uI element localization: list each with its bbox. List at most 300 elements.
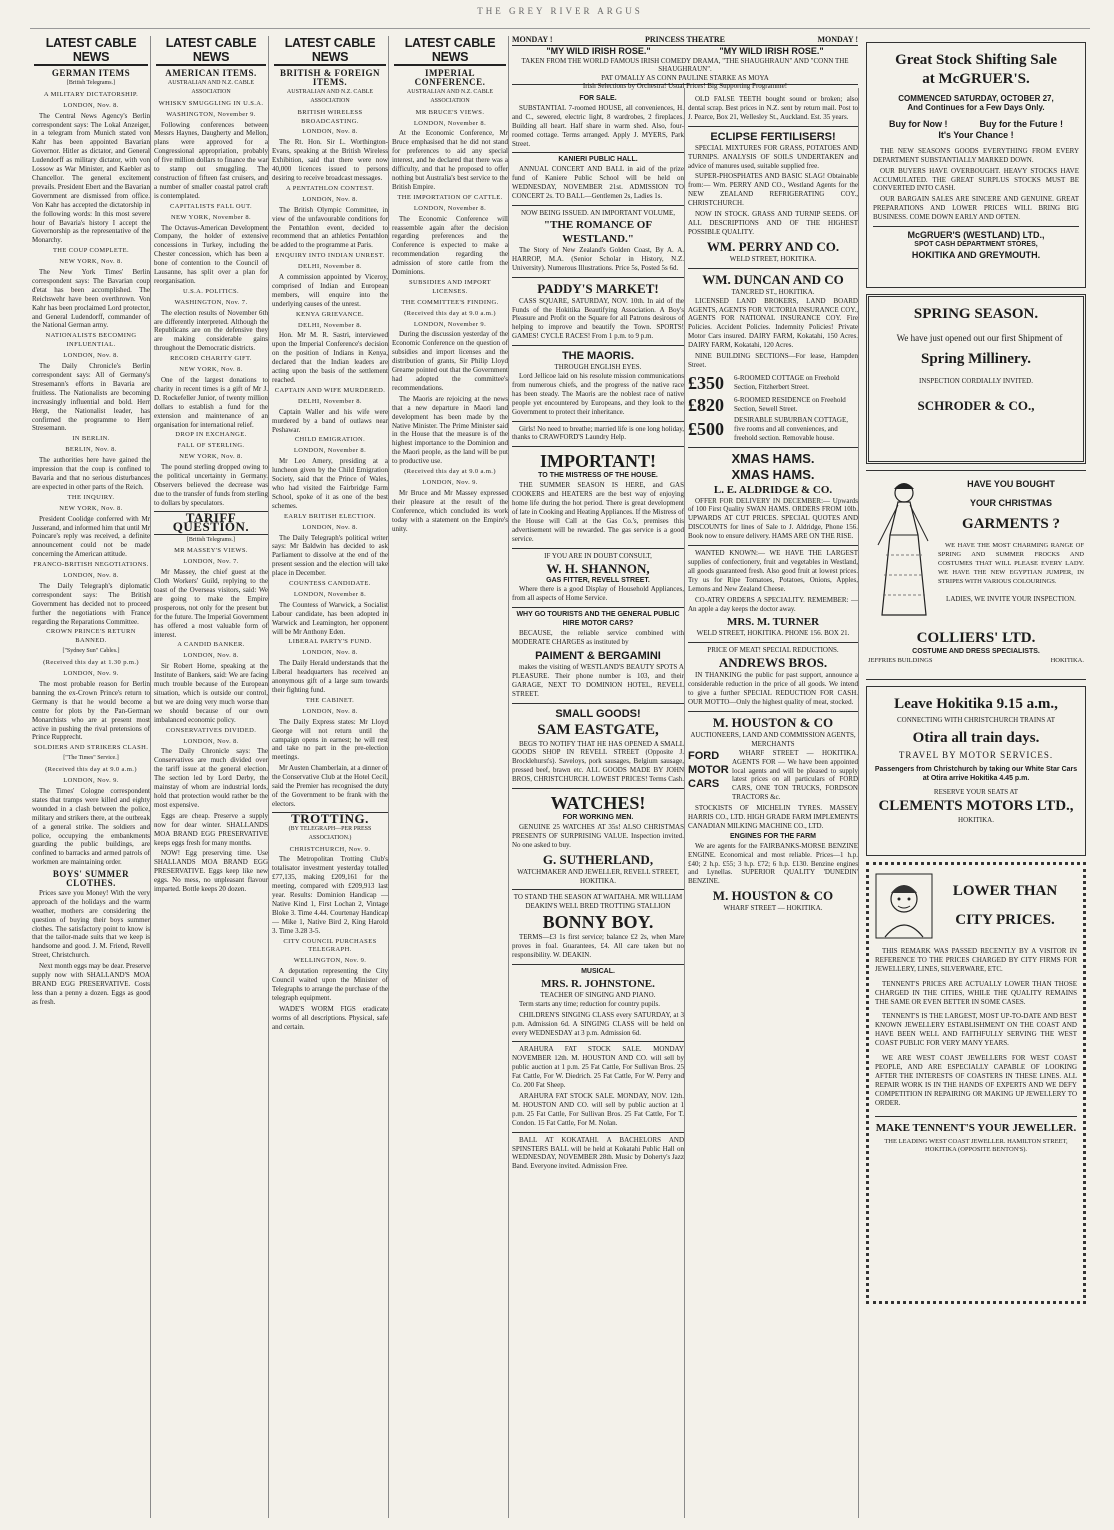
dateline: NEW YORK, Nov. 8. — [179, 366, 243, 374]
gas-cookers-ad — [512, 446, 684, 543]
credit-line: ["Sydney Sun" Cables.] — [62, 648, 120, 655]
ad-body: CASS SQUARE, SATURDAY, NOV. 10th. In aid of the Funds of the Hokitika Beautifying Association. A Boy's Pleasure and Profit on the Square for all Patrons desirous of helping to improve and beautify the Town. SPORTS! GAMES! CYCLE RACES! From 1 p.m. to 9 p.m. — [512, 296, 684, 341]
ad-title: FOR SALE. — [579, 95, 617, 102]
ad-body: THE SUMMER SEASON IS HERE, and GAS COOKERS and HEATERS are the best way of enjoying home life during the hot period. There is great development of late in Cooking and Heating Appliances. If the Mistress of the House will Call at the Gas Co.'s, premises this advertisement will be rewarded. The gas service is a good service. — [512, 481, 684, 543]
story-body: During the discussion yesterday of the Economic Conference on the question of subsidies and import licenses and the distribution of grants, Sir Philip Lloyd Greame pointed out that the Government had adopted the committee's recommendations. — [392, 330, 508, 392]
story-title: RECORD CHARITY GIFT. — [170, 355, 252, 363]
story-title: CROWN PRINCE'S RETURN BANNED. — [46, 628, 136, 645]
romance-of-westland-ad — [512, 205, 684, 273]
column-local-ads-2 — [688, 88, 859, 1518]
credit-line: [British Telegrams.] — [66, 79, 116, 86]
story-subtitle: MR MASSEY'S VIEWS. — [174, 547, 248, 555]
article-title: THE MAORIS. — [561, 350, 635, 363]
music-teacher-ad — [512, 964, 684, 1037]
ad-body: CHILDREN'S SINGING CLASS every SATURDAY, at 3 p.m. Admission 6d. A SINGING CLASS will be held on every WEDNESDAY at 3 p.m. Admission 6d. — [512, 1010, 684, 1037]
mcgruer-sale-ad — [866, 42, 1086, 288]
story-body: Mr Austen Chamberlain, at a dinner of the Conservative Club at the Hotel Cecil, said the Premier has recognised the duty of the Government to be frank with the electors. — [272, 764, 388, 808]
ad-firm: ANDREWS BROS. — [718, 655, 828, 671]
houston-auctioneers-ad — [688, 711, 858, 913]
price-figure: £350 — [688, 372, 724, 393]
ad-slogan: MAKE TENNENT'S YOUR JEWELLER. — [875, 1116, 1077, 1135]
laundry-ad — [512, 421, 684, 443]
ad-firm: SAM EASTGATE, — [537, 721, 659, 738]
ad-address: HOKITIKA. — [958, 815, 994, 824]
ad-firm: M. HOUSTON & CO — [712, 714, 834, 730]
dateline: LONDON, Nov. 8. — [302, 195, 358, 203]
ad-address-row — [868, 657, 1084, 666]
story-title: WHISKY SMUGGLING IN U.S.A. — [158, 99, 264, 107]
story-title: FRANCO-BRITISH NEGOTIATIONS. — [33, 561, 149, 569]
duncan-land-brokers-ad — [688, 268, 858, 443]
ad-body: THIS REMARK WAS PASSED RECENTLY BY A VISITOR IN REFERENCE TO THE PRICES CHARGED BY CITY FIRMS FOR JEWELLERY, LINES, SILVERWARE, ETC. — [875, 947, 1077, 973]
story-body: The Central News Agency's Berlin correspondent says: The Lokal Anzeiger, in a telegram from Munich stated von Kahr has been appointed Bavarian Governor. Hitler as dictator, and General Ludendorff as military dictator, with von Lossow as War Minister, and Kaebler as Chancellor. The general excitement prevails. President Ebert and the Bavarian Government are dismissed from office. Von Kahr has accepted the dictatorship in the following words: In this most severe hour of Bavaria's history I accept the Governorship as the representative of the Monarchy. — [32, 111, 150, 245]
ad-body: Term starts any time; reduction for country pupils. — [519, 999, 661, 1008]
ad-body: LICENSED LAND BROKERS, LAND BOARD AGENTS, AGENTS FOR VICTORIA INSURANCE COY., AGENTS FOR NATIONAL INSURANCE COY. Fire Policies. Accident Policies. Indemnity Policies! Private Motor Cars insured. DAIRY FARM, Kokatahi, 150 Acres. DAIRY FARM, Kokatahi, 120 Acres. — [688, 296, 858, 350]
ad-title: "THE ROMANCE OF WESTLAND." — [543, 218, 653, 245]
ford-word-1: FORD — [688, 749, 720, 762]
property-listing — [688, 372, 858, 394]
kokatahi-ball-ad — [512, 1132, 684, 1172]
theatre-name: PRINCESS THEATRE — [645, 35, 725, 44]
ad-body: NINE BUILDING SECTIONS—For lease, Hampden Street. — [688, 352, 858, 369]
ad-title: Otira all train days. — [912, 729, 1040, 746]
received-line: (Received this day at 9.0 a.m.) — [404, 309, 496, 317]
ad-firm: COLLIERS' LTD. — [916, 630, 1036, 646]
ad-firm: WM. PERRY AND CO. — [706, 238, 840, 254]
story-body: The Rt. Hon. Sir L. Worthington-Evans, speaking at the British Wireless Exhibition, said that there were now 40,000 licences issued to persons desiring to receive broadcast messages. — [272, 138, 388, 182]
dateline: LONDON, Nov. 8. — [183, 652, 239, 660]
story-body: The Times' Cologne correspondent states that tramps were killed and eighty wounded in a clash between the police, military and strikers there, at the outbreak of a general strike. The soldiers and police, occupying the embankments guarding the public buildings, are confined to barracks and armed patrols of workmen are maintaining order. — [32, 786, 150, 867]
eclipse-fertilisers-ad — [688, 126, 858, 264]
dateline: CHRISTCHURCH, Nov. 9. — [289, 845, 371, 853]
credit-line: AUSTRALIAN AND N.Z. CABLE ASSOCIATION — [167, 79, 255, 95]
ad-address: WELD STREET, HOKITIKA. PHONE 156. BOX 21. — [696, 629, 850, 638]
story-title: THE COUP COMPLETE. — [52, 247, 130, 255]
story-body: The pound sterling dropped owing to the political uncertainty in Germany. Observers believed the decrease was due to the transfer of funds from sterling to dollars by speculators. — [154, 463, 268, 507]
dateline: LONDON, Nov. 7. — [183, 558, 239, 566]
ad-subtitle: CONNECTING WITH CHRISTCHURCH TRAINS AT — [896, 716, 1056, 724]
ad-slogan: Buy for Now ! — [889, 118, 948, 129]
story-title: THE INQUIRY. — [67, 493, 115, 501]
ad-title: XMAS HAMS. — [731, 450, 815, 466]
ad-buy-row — [873, 119, 1079, 130]
dateline: LONDON, Nov. 9. — [422, 478, 478, 486]
ad-title: SMALL GOODS! — [555, 707, 641, 720]
story-body: Mr Massey, the chief guest at the Cloth Workers' Guild, replying to the toast of the Overseas visitors, said: We are going to make the Empire prosperous, not only for the present but for the future. The Imperial Government has offered a most valuable form of interest. — [154, 568, 268, 639]
dateline: LONDON, November 8. — [413, 119, 487, 127]
story-body: The Octavus-American Development Company, the holder of extensive concessions in Turkey, including the Chester concession, which has been a bone of contention to the Council of Lausanne, has split over a plan for reorganisation. — [154, 223, 268, 285]
ad-body: THE NEW SEASON'S GOODS EVERYTHING FROM EVERY DEPARTMENT SUBSTANTIALLY MARKED DOWN. — [873, 146, 1079, 164]
ad-title: ECLIPSE FERTILISERS! — [710, 130, 836, 143]
ad-firm: MRS. R. JOHNSTONE. — [541, 977, 655, 990]
story-title: BRITISH WIRELESS BROADCASTING. — [297, 108, 363, 125]
ad-subtitle: TEACHER OF SINGING AND PIANO. — [540, 990, 656, 999]
story-body: The Metropolitan Trotting Club's totalisator investment yesterday totalled £77,135, making £209,161 for the meeting, compared with £209,913 last year. Results: Dominion Handicap — Native Kind 1, First Lochan 2, Vintage Bloke 3. Time 4.44. Courtenay Handicap — Mike 1, Native Bird 2, King Harold 3. Time 3.28 3-5. — [272, 855, 388, 935]
lady-illustration-icon — [868, 475, 938, 625]
dateline: LONDON, Nov. 9. — [63, 670, 119, 678]
dateline: NEW YORK, Nov. 8. — [59, 504, 123, 512]
ad-body: TENNENT'S PRICES ARE ACTUALLY LOWER THAN THOSE CHARGED IN THE CITIES, WHILE THE QUALITY REMAINS THE SAME OR EVEN BETTER IN SOME CASES. — [875, 979, 1077, 1006]
column-german-items — [32, 36, 151, 1518]
ad-body: CO-ATRY ORDERS A SPECIALITY. REMEMBER: — An apple a day keeps the doctor away. — [688, 595, 858, 613]
xmas-hams-ad — [688, 447, 858, 542]
story-body: President Coolidge conferred with Mr Jusserand, and informed him that until Mr Poincare's reply was received, a definite announcement could not be made concerning the American attitude. — [32, 514, 151, 559]
credit-line: ["The Times" Service.] — [63, 755, 119, 762]
column-heading: LATEST CABLE NEWS — [156, 36, 266, 66]
ad-address: WELD STREET, HOKITIKA. — [729, 254, 817, 263]
ad-body: GENUINE 25 WATCHES AT 35s! ALSO CHRISTMAS PRESENTS OF SURPRISING VALUE. Inspection invited. No one asked to buy. — [512, 822, 684, 849]
ad-firm: McGRUER'S (WESTLAND) LTD., — [873, 226, 1079, 241]
dateline: LONDON, Nov. 8. — [63, 572, 119, 580]
ad-firm: SCHRODER & CO., — [917, 397, 1035, 413]
story-title: EARLY BRITISH ELECTION. — [284, 512, 376, 520]
price-figure: £500 — [688, 419, 724, 440]
ad-question: GARMENTS ? — [962, 516, 1060, 532]
masthead: THE GREY RIVER ARGUS — [30, 6, 1090, 29]
story-title: TROTTING. — [272, 812, 388, 824]
ad-title: MUSICAL. — [581, 968, 615, 975]
story-title: LIBERAL PARTY'S FUND. — [288, 638, 372, 646]
theatre-day-right: MONDAY ! — [817, 35, 858, 44]
ad-title: Great Stock Shifting Sale — [895, 52, 1057, 68]
ad-body: TERMS—£3 1s first service; balance £2 2s, when Mare proves in foal. Guarantees, £4. All care taken but no responsibility. W. DEAKIN. — [512, 933, 684, 960]
story-body: Mr Leo Amery, presiding at a luncheon given by the Child Emigration Society, said that the Prince of Wales, who had visited the Fairbridge Farm School, spoke of it as one of the best schemes. — [272, 457, 388, 510]
dateline: DELHI, November 8. — [298, 263, 362, 271]
column-american-items — [154, 36, 269, 1518]
ad-slogan: Buy for the Future ! — [979, 118, 1063, 129]
ad-body: WHARF STREET — HOKITIKA. AGENTS FOR — We have been appointed local agents and will be pleased to supply latest prices on all particulars of FORD CARS, ONE TON TRUCKS, FORDSON TRACTORS &c. — [732, 748, 858, 802]
ad-invite: LADIES, WE INVITE YOUR INSPECTION. — [946, 594, 1076, 603]
ad-slogan: It's Your Chance ! — [938, 129, 1014, 140]
theatre-day-left: MONDAY ! — [512, 35, 553, 44]
ad-title: IMPORTANT! — [539, 451, 657, 472]
story-title: NATIONALISTS BECOMING INFLUENTIAL. — [45, 332, 137, 349]
dateline: LONDON, November 9. — [413, 320, 487, 328]
dateline: LONDON, November 8. — [293, 447, 367, 455]
dateline: WELLINGTON, Nov. 9. — [293, 957, 367, 965]
received-line: (Received this day at 1.30 p.m.) — [43, 659, 139, 667]
kaniere-hall-ad — [512, 152, 684, 201]
ad-firm-sub: COSTUME AND DRESS SPECIALISTS. — [912, 648, 1040, 655]
dateline: LONDON, Nov. 8. — [302, 523, 358, 531]
film-footer: Irish Selections by Orchestra! Usual Prices! Big Supporting Programme! — [582, 82, 788, 90]
ad-body: OUR BARGAIN SALES ARE SINCERE AND GENUINE. GREAT PREPARATIONS AND LOWER PRICES WILL BRING BIG BUSINESS. COME DOWN EARLY AND OFTEN. — [873, 195, 1079, 222]
ad-body: WE HAVE THE MOST CHARMING RANGE OF SPRING AND SUMMER FROCKS AND COSTUMES THAT WILL PLEASE EVERY LADY. WE HAVE THE NEW EGYPTIAN JUMPER, IN STRIPES WITH VARIOUS COLOURINGS. — [938, 542, 1084, 585]
ford-label — [688, 749, 732, 791]
ad-body: The Story of New Zealand's Golden Coast, By A. A. HARROP, M.A. (Senior Scholar in History, N.Z. University). Numerous Illustrations. Price 5s, Posted 5s 6d. — [512, 245, 684, 272]
for-sale-ad — [512, 92, 684, 148]
story-title: MR BRUCE'S VIEWS. — [415, 108, 485, 116]
story-subtitle: FALL OF STERLING. — [177, 442, 245, 450]
ad-firm: PAIMENT & BERGAMINI — [535, 649, 661, 662]
schroder-millinery-ad — [866, 294, 1086, 464]
column-local-ads-1 — [512, 88, 685, 1518]
ad-firm: MRS. M. TURNER — [726, 616, 820, 629]
story-body: The New York Times' Berlin correspondent says: The Bavarian coup d'etat has been accomplished. The Reichswehr have been overthrown. Von Kahr has been proclaimed Lord protector, and General Ludendorff, commander of the National German army. — [32, 268, 150, 330]
column-subheading: BRITISH & FOREIGN ITEMS. — [279, 68, 381, 87]
story-title: U.S.A. POLITICS. — [182, 287, 240, 295]
ad-firm: CLEMENTS MOTORS LTD., — [878, 797, 1074, 814]
story-body: Hon. Mr M. R. Sastri, interviewed upon the Imperial Conference's decision on the position of Indians in Kenya, declared that the Indian leaders are acting upon the basis of the settlement reached. — [272, 331, 388, 384]
property-listing — [688, 416, 858, 443]
dateline: LONDON, Nov. 8. — [302, 649, 358, 657]
dateline: LONDON, Nov. 8. — [302, 707, 358, 715]
story-title: THE IMPORTATION OF CATTLE. — [397, 193, 503, 201]
story-body: The Daily Chronicle says: The Conservatives are much divided over the tariff issue at the general election. The section led by Lord Derby, the mainstay of whom are industrial lords, hold that protection would rather be the most expensive. — [154, 747, 268, 809]
ad-title: at McGRUER'S. — [922, 71, 1030, 87]
story-title: CITY COUNCIL PURCHASES TELEGRAPH. — [283, 937, 377, 954]
tennent-jeweller-ad — [866, 862, 1086, 1304]
ad-intro: PRICE OF MEAT! SPECIAL REDUCTIONS. — [707, 646, 839, 655]
ad-title: W. H. SHANNON, — [546, 560, 650, 576]
column-display-ads — [862, 36, 1090, 1518]
story-body: The Countess of Warwick, a Socialist Labour candidate, has been adopted in Warwick and Leamington, her opponent will be Mr Anthony Eden. — [272, 600, 388, 636]
story-body: The Daily Chronicle's Berlin correspondent says: All of Germany's Stresemann's efforts in Bavaria are fruitless. The Nationalists are becoming increasingly influential and bold. Herr Hergt, the Nationalist leader, has confirmed the programme to Herr Stresemann. — [32, 362, 150, 433]
story-body: Next month eggs may be dear. Preserve supply now with SHALLAND'S MOA BRAND EGG PRESERVATIVE. Costs less than a penny a dozen. Eggs as good as fresh. — [32, 962, 150, 1006]
ad-intro: NOW BEING ISSUED. AN IMPORTANT VOLUME, — [521, 208, 675, 217]
price-description: 6-ROOMED RESIDENCE on Freehold Section, Sewell Street. — [734, 395, 846, 413]
ad-item: Spring Millinery. — [920, 351, 1031, 367]
ad-intro: IF YOU ARE IN DOUBT CONSULT, — [544, 551, 652, 560]
credit-line: AUSTRALIAN AND N.Z. CABLE ASSOCIATION — [286, 88, 374, 104]
ad-body: BALL AT KOKATAHI. A BACHELORS AND SPINSTERS BALL will be held at Kokatahi Public Hall on WEDNESDAY, NOVEMBER 28th. Music by Doherty's Jazz Band. Everyone invited. Admission Free. — [512, 1135, 684, 1171]
ad-body: NOW IN STOCK. GRASS AND TURNIP SEEDS. OF ALL DESCRIPTIONS AND OF THE HIGHEST POSSIBLE QUALITY. — [688, 210, 858, 236]
story-body: WADE'S WORM FIGS eradicate worms of all descriptions. Physical, safe and certain. — [272, 1004, 388, 1031]
ad-title: WATCHES! — [550, 793, 646, 814]
story-body: Prices save you Money! With the very approach of the holidays and the warm weather, mothers are considering the question of buying their boys summer clothes. The satisfactory point to know is that the tailor-made suits that we keep is handsome and good. J. M. Friend, Revell Street, Christchurch. — [32, 888, 150, 960]
story-body: The Maoris are rejoicing at the news that a new departure in Maori land development has been made by the Native Minister. The Prime Minister said in the House that the measure is of the highest importance to the Dominion and the Maori people, as the land will be put to productive use. — [392, 394, 508, 466]
tennent-header — [875, 873, 1077, 939]
dateline: LONDON, Nov. 8. — [183, 737, 239, 745]
received-line: (Received this day at 9.0 a.m.) — [404, 468, 496, 476]
ad-body: OLD FALSE TEETH bought sound or broken; also dental scrap. Best prices in N.Z. sent by return mail. Post to J. Pearce, Box 21, Wellesley St., Auckland. Est. 35 years. — [688, 95, 858, 121]
story-body: Eggs are cheap. Preserve a supply now for dear winter. SHALLANDS MOA BRAND EGG PRESERVATIVE keeps eggs fresh for many months. — [154, 811, 268, 847]
column-british-foreign-items — [272, 36, 389, 1518]
ad-title: BONNY BOY. — [542, 912, 654, 933]
story-title: THE CABINET. — [305, 696, 355, 704]
ad-slogan: TRAVEL BY MOTOR SERVICES. — [898, 749, 1054, 760]
dateline: BERLIN, Nov. 8. — [65, 446, 117, 454]
ad-firm-sub: SPOT CASH DEPARTMENT STORES, — [914, 241, 1038, 249]
ad-subtitle: FOR WORKING MEN. — [562, 814, 634, 822]
dateline: DELHI, November 8. — [298, 321, 362, 329]
theatre-banner — [512, 35, 858, 90]
ad-title: SPRING SEASON. — [913, 306, 1039, 322]
dateline: NEW YORK, Nov. 8. — [179, 453, 243, 461]
credit-line: [British Telegrams.] — [186, 536, 236, 543]
column-subheading: GERMAN ITEMS — [51, 68, 131, 78]
dateline: LONDON, Nov. 8. — [63, 101, 119, 109]
dateline: LONDON, Nov. 8. — [63, 352, 119, 360]
ad-body: ANNUAL CONCERT AND BALL in aid of the prize fund of Kaniere Public School will be held on WEDNESDAY, NOVEMBER 21st. ADMISSION TO CONCERT 2s. TO BALL—Gentlemen 2s, Ladies 1s. — [512, 165, 684, 201]
story-body: At the Economic Conference, Mr Bruce emphasised that he did not stand for preferences to aid any special interest, and he declared that there was a difficulty, and that he proposed to offer nothing but Australia's best service to the British Empire. — [392, 129, 508, 191]
garments-text — [938, 475, 1084, 625]
credit-line: AUSTRALIAN AND N.Z. CABLE ASSOCIATION — [406, 88, 494, 104]
dateline: LONDON, Nov. 9. — [63, 777, 119, 785]
ford-block — [688, 749, 858, 804]
ad-subtitle: AUCTIONEERS, LAND AND COMMISSION AGENTS, MERCHANTS — [690, 730, 856, 748]
story-body: The authorities here have gained the impression that the coup is confined to Bavaria and that no serious disturbances are expected in other parts of the Reich. — [32, 456, 150, 491]
story-body: A deputation representing the City Council waited upon the Minister of Telegraphs to arrange the purchase of the telegraph equipment. — [272, 967, 388, 1002]
story-subtitle: THE COMMITTEE'S FINDING. — [401, 298, 499, 306]
small-goods-ad — [512, 703, 684, 785]
garments-layout — [868, 475, 1084, 625]
ad-body: Where there is a good Display of Household Appliances, from all aspects of Home Service. — [512, 585, 684, 603]
credit-line: (BY TELEGRAPH—PER PRESS ASSOCIATION.) — [288, 825, 372, 841]
story-body: A commission appointed by Viceroy, comprised of Indian and European members, will enquire into the underlying causes of the unrest. — [272, 273, 388, 308]
film-cast: PAT O'MALLY AS CONN PAULINE STARKE AS MOYA — [601, 73, 769, 82]
ad-date: COMMENCED SATURDAY, OCTOBER 27, — [898, 94, 1054, 103]
story-body: The most probable reason for Berlin banning the ex-Crown Prince's return to Germany is that he would become a centre for plots by the Pan-German Monarchists who are at present most active in pushing the rival pretensions of Prince Rupprecht. — [32, 680, 150, 742]
stock-sale-ad — [512, 1041, 684, 1127]
ad-body: OFFER FOR DELIVERY IN DECEMBER:— Upwards of 100 First Quality SWAN HAMS. ORDERS FROM 10lb. UPWARDS AT CUT PRICES. SPECIAL QUOTES AND DISCOUNTS for lines of Sale to J. Aldridge, Phone 156. Book now to ensure delivery. HAMS ARE ON THE RISE. — [688, 496, 858, 541]
received-line: (Received this day at 9.0 a.m.) — [45, 766, 137, 774]
story-body: NOW! Egg preserving time. Use SHALLANDS MOA BRAND EGG PRESERVATIVE. Eggs keep like new eggs. No mess, no unpleasant flavour imparted. Bottle keeps 20 dozen. — [154, 849, 268, 894]
ad-address: THE LEADING WEST COAST JEWELLER. HAMILTON STREET, HOKITIKA (OPPOSITE BENTON'S). — [884, 1137, 1068, 1154]
ad-firm: WM. DUNCAN AND CO — [702, 271, 844, 287]
story-title: A CANDID BANKER. — [177, 641, 245, 649]
butcher-ad — [688, 642, 858, 707]
column-subheading: IMPERIAL CONFERENCE. — [414, 68, 486, 87]
story-title: SOLDIERS AND STRIKERS CLASH. — [33, 744, 149, 752]
story-body: The Economic Conference will reassemble again after the decision regarding preferences and the Conference is expected to make a recommendation regarding the admission of store cattle from the Dominions. — [392, 214, 508, 277]
price-description: DESIRABLE SUBURBAN COTTAGE, five rooms and all conveniences, and freehold section. Removable house. — [734, 415, 848, 442]
ad-body: STOCKISTS OF MICHELIN TYRES. MASSEY HARRIS CO., LTD. HIGH GRADE FARM IMPLEMENTS CANADIAN MILKING MACHINE CO., LTD. — [688, 804, 858, 830]
ad-address: WATCHMAKER AND JEWELLER, REVELL STREET, HOKITIKA. — [517, 867, 679, 885]
confectionery-ad — [688, 545, 858, 638]
ad-title: LOWER THAN — [952, 883, 1058, 899]
ad-subtitle: GAS FITTER, REVELL STREET. — [546, 576, 650, 584]
ad-body: OUR BUYERS HAVE OVERBOUGHT. HEAVY STOCKS HAVE ACCUMULATED. THE GREAT SURPLUS STOCKS MUST BE CONVERTED INTO CASH. — [873, 166, 1079, 193]
false-teeth-ad — [688, 92, 858, 122]
ad-body: WE ARE WEST COAST JEWELLERS FOR WEST COAST PEOPLE, AND ARE ESPECIALLY CAPABLE OF LOOKING AFTER THE INTERESTS OF COASTERS IN THESE LINES. ALL REPAIR WORK IS IN THE HANDS OF EXPERTS AND WE DEFY COMPETITION IN REPAIRING OR MAKING UP JEWELLERY TO ORDER. — [875, 1054, 1077, 1107]
ad-title: Leave Hokitika 9.15 a.m., — [894, 696, 1058, 712]
dateline: DELHI, November 8. — [298, 397, 362, 405]
ad-body: ARAHURA FAT STOCK SALE. MONDAY, NOV. 12th. M. HOUSTON AND CO. will sell by public auction at 1 p.m. 25 Fat Cattle, For Sullivan Bros. 25 Fat Cattle, For T. Condon. 15 Fat Cattle, For M. Nolan. — [512, 1091, 684, 1127]
ad-body: We have just opened out our first Shipment of — [896, 333, 1063, 343]
ad-title: CITY PRICES. — [955, 912, 1055, 928]
dateline: WASHINGTON, Nov. 7. — [174, 298, 248, 306]
ad-body: ARAHURA FAT STOCK SALE. MONDAY NOVEMBER 12th. M. HOUSTON AND CO. will sell by public auction at 1 p.m. 25 Fat Cattle, For Sullivan Bros. 25 Fat Cattle, For W. Diedrich. 25 Fat Cattle, For W. Perry and Co. 200 Fat Sheep. — [512, 1045, 684, 1090]
dateline: NEW YORK, November 8. — [170, 213, 252, 221]
story-body: The Daily Express states: Mr Lloyd George will not return until the campaign opens in earnest; he will rest and take no part in the pre-election meetings. — [272, 717, 388, 762]
ad-reserve: RESERVE YOUR SEATS AT — [933, 787, 1019, 796]
ad-body: WANTED KNOWN:— WE HAVE THE LARGEST supplies of confectionery, fruit and vegetables in Westland, all goods guaranteed fresh. Also good fruit at lowest prices. Try us for Ripe Tomatoes, Potatoes, Onions, Apples, Lemons and New Zealand Cheese. — [688, 549, 858, 593]
ad-subtitle: ENGINES FOR THE FARM — [730, 832, 816, 840]
article-subtitle: THROUGH ENGLISH EYES. — [554, 363, 642, 372]
story-title: DROP IN EXCHANGE. — [175, 431, 247, 439]
story-body: Sir Robert Horne, speaking at the Institute of Bankers, said: We are facing much trouble because of the European situation, which is outside our control, but we are doing very much worse than we should because of our own imbalanced economic policy. — [154, 662, 268, 724]
ad-title: WHY GO TOURISTS AND THE GENERAL PUBLIC HIRE MOTOR CARS? — [516, 611, 680, 628]
story-body: The British Olympic Committee, in view of the unfavourable conditions for the Pentathlon event, decided to recommend that an athletics Pentathlon be added to the programme at Paris. — [272, 205, 388, 250]
ford-word-2: MOTOR — [688, 763, 729, 776]
story-title: ENQUIRY INTO INDIAN UNREST. — [275, 252, 385, 260]
ad-address: WHARF STREET — HOKITIKA. — [723, 904, 823, 913]
ad-address: HOKITIKA. — [1050, 656, 1084, 664]
story-body: One of the largest donations to charity in recent times is a gift of Mr J. D. Rockefeller Junior, of twenty million dollars to establish a fund for the extension and maintenance of an organisation for international relief. — [154, 376, 268, 429]
shannon-gas-fitter-ad — [512, 548, 684, 604]
story-title: CHILD EMIGRATION. — [294, 436, 366, 444]
story-title: KENYA GRIEVANCE. — [295, 310, 365, 318]
story-title: BOYS' SUMMER CLOTHES. — [52, 869, 130, 889]
ad-note: INSPECTION CORDIALLY INVITED. — [919, 377, 1033, 385]
paddys-market-ad — [512, 277, 684, 342]
story-title: SUBSIDIES AND IMPORT LICENSES. — [408, 278, 491, 295]
ad-subtitle: TO THE MISTRESS OF THE HOUSE. — [538, 472, 658, 480]
price-description: 6-ROOMED COTTAGE on Freehold Section, Fitzherbert Street. — [734, 373, 840, 391]
film-title-left: "MY WILD IRISH ROSE." — [546, 45, 651, 56]
ad-body: IN THANKING the public for past support, announce a considerable reduction in the price of all goods. We intend to give a further SPECIAL REDUCTION FOR CASH. OUR MOTTO—Only the highest quality of meat, stocked. — [688, 671, 858, 706]
story-body: The Daily Herald understands that the Liberal headquarters has received an anonymous gift of a large sum towards their fighting fund. — [272, 659, 388, 694]
story-body: The Daily Telegraph's diplomatic correspondent says: The British Government has decided not to proceed further the negotiations with France regarding the Reparations Committee. — [32, 581, 150, 626]
ad-note: Passengers from Christchurch by taking our White Star Cars at Otira arrive Hokitika 4.45 p.m. — [874, 765, 1078, 782]
story-body: Mr Bruce and Mr Massey expressed their pleasure at the result of the Conference, which concluded its work today with a statement on the Empire's unity. — [392, 488, 508, 533]
ad-title-repeat: XMAS HAMS. — [731, 466, 815, 482]
property-listing — [688, 394, 858, 416]
ad-body: makes the visiting of WESTLAND'S BEAUTY SPOTS A PLEASURE. Their phone number is 103, and their GARAGE, NEXT TO DOMINION HOTEL, REVELL STREET. — [512, 662, 684, 698]
story-body: Captain Waller and his wife were murdered by a band of outlaws near Peshawar. — [272, 407, 388, 434]
story-title: CONSERVATIVES DIVIDED. — [165, 726, 257, 734]
dateline: NEW YORK, Nov. 8. — [59, 258, 123, 266]
ad-body: We are agents for the FAIRBANKS-MORSE BENZINE ENGINE. Economical and most reliable. Prices—1 h.p. £40; 2 h.p. £55; 3 h.p. £72; 6 h.p. £130. Benzine engines and Lynellas. SUPERIOR QUALITY 'DUNEDIN' BENZINE. — [688, 841, 858, 886]
ad-body: SPECIAL MIXTURES FOR GRASS, POTATOES AND TURNIPS. ANALYSIS OF SOILS UNDERTAKEN and advice of manures used, suitable supplied free. — [688, 143, 858, 170]
article-body: Lord Jellicoe laid on his resolute mission communications from numerous chiefs, and the progress of the native race has been steady. The Maoris are the noblest race of native people yet encountered by Europeans, and they look to the Government to protect their inheritance. — [512, 372, 684, 416]
story-title: CAPTAIN AND WIFE MURDERED. — [274, 386, 386, 394]
story-title: A PENTATHLON CONTEST. — [285, 184, 375, 192]
ad-intro: TO STAND THE SEASON AT WAITAHA. MR WILLIAM DEAKIN'S WELL BRED TROTTING STALLION — [513, 893, 683, 911]
dateline: LONDON, November 8. — [413, 204, 487, 212]
story-body: The Daily Telegraph's political writer says: Mr Baldwin has decided to ask Parliament to dissolve at the end of the present session and the election will take place in December. — [272, 533, 388, 578]
story-title: CAPITALISTS FALL OUT. — [170, 202, 252, 210]
column-subheading: AMERICAN ITEMS. — [165, 68, 257, 78]
ad-question: YOUR CHRISTMAS — [969, 498, 1052, 508]
jeweller-portrait-icon — [875, 873, 933, 939]
maoris-article — [512, 345, 684, 416]
ford-word-3: CARS — [688, 777, 720, 790]
stallion-ad — [512, 889, 684, 960]
ad-body: BECAUSE, the reliable service combined with MODERATE CHARGES as instituted by — [512, 629, 684, 646]
ad-body: SUPER-PHOSPHATES AND BASIC SLAG! Obtainable from:— Wm. PERRY AND CO., Westland Agents for the NEW ZEALAND REFRIGERATING COY., CHRISTCHURCH. — [688, 172, 858, 208]
clements-motors-ad — [866, 686, 1086, 856]
ad-body: TENNENT'S IS THE LARGEST, MOST UP-TO-DATE AND BEST KNOWN JEWELLERY ESTABLISHMENT ON THE COAST AND HAVE BEEN WELL AND FAITHFULLY SERVING THE WEST COAST PUBLIC FOR VERY MANY YEARS. — [875, 1012, 1077, 1048]
story-title: COUNTESS CANDIDATE. — [289, 580, 371, 588]
story-body: The election results of November 6th are differently interpreted. Although the Republicans are on the defensive they are making considerable gains throughout the Democratic districts. — [154, 308, 268, 353]
ad-firm: L. E. ALDRIDGE & CO. — [713, 483, 833, 496]
story-body: Following conferences between Messrs Haynes, Daugherty and Mellon, plans were approved for a Congressional appropriation, probably of five million dollars to finance the war to stamp out smuggling. The construction of fifteen fast cruisers, and a number of smaller coastal patrol craft is contemplated. — [154, 120, 268, 200]
colliers-garments-ad — [866, 470, 1086, 680]
column-imperial-conference — [392, 36, 509, 1518]
ad-body: Girls! No need to breathe; married life is one long holiday, thanks to CRAWFORD'S Laundry Help. — [512, 424, 684, 442]
dateline: LONDON, Nov. 8. — [302, 128, 358, 136]
ad-firm: M. HOUSTON & CO — [712, 888, 834, 904]
price-figure: £820 — [688, 394, 724, 415]
ad-body: BEGS TO NOTIFY THAT HE HAS OPENED A SMALL GOODS SHOP IN REVELL STREET (Opposite J. Brocklehurst's). Saveloys, pork sausages, Belgium sausage, pressed beef, brawn etc. ALL GOODS MADE BY JOHN BROS, CHRISTCHURCH. LOWEST PRICES! Terms Cash. — [512, 739, 684, 784]
film-title-right: "MY WILD IRISH ROSE." — [719, 45, 824, 56]
ad-date: And Continues for a Few Days Only. — [907, 102, 1045, 112]
ad-title: PADDY'S MARKET! — [537, 280, 659, 296]
tennent-titles — [933, 882, 1077, 930]
dateline: LONDON, November 8. — [293, 590, 367, 598]
story-title: A MILITARY DICTATORSHIP. — [43, 90, 139, 98]
motor-hire-ad — [512, 607, 684, 698]
ad-firm-sub: HOKITIKA AND GREYMOUTH. — [911, 249, 1041, 260]
column-heading: LATEST CABLE NEWS — [274, 36, 386, 66]
ad-firm: G. SUTHERLAND, — [542, 851, 654, 867]
column-heading: LATEST CABLE NEWS — [394, 36, 506, 66]
ad-address: JEFFRIES BUILDINGS — [868, 656, 933, 664]
ad-title: KANIERI PUBLIC HALL. — [558, 156, 638, 164]
ad-body: SUBSTANTIAL 7-roomed HOUSE, all conveniences, H. and C., sewered, electric light, 8 wardrobes, 2 fireplaces. Building all heart. Half share in warm shed. Also, four-roomed cottage. Terms arranged. Apply J. MYERS, Park Street. — [512, 103, 684, 148]
